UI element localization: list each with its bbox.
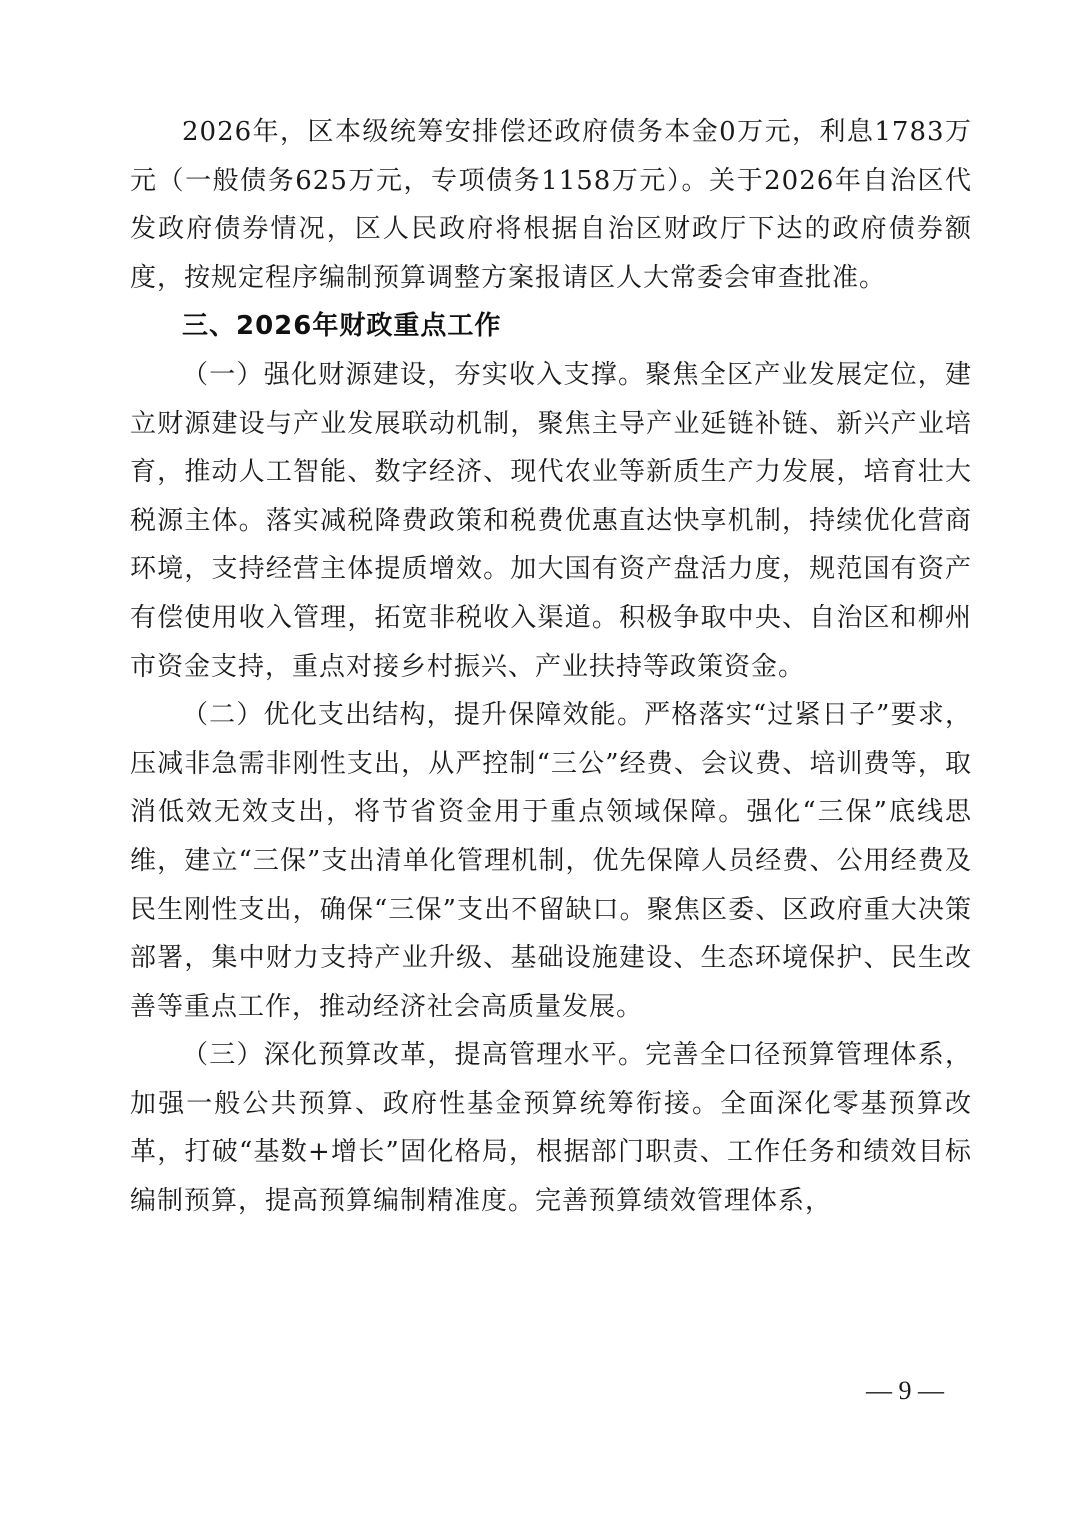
paragraph-budget-reform: （三）深化预算改革，提高管理水平。完善全口径预算管理体系，加强一般公共预算、政府性基金预算统筹衔接。全面深化零基预算改革，打破“基数+增长”固化格局，根据部门职责、工作任务和绩效目标编制预算，提高预算编制精准度。完善预算绩效管理体系， xyxy=(130,1040,972,1217)
document-body xyxy=(130,108,972,1226)
page-number: — 9 — xyxy=(866,1376,944,1405)
paragraph-revenue-support: （一）强化财源建设，夯实收入支撑。聚焦全区产业发展定位，建立财源建设与产业发展联动机制，聚焦主导产业延链补链、新兴产业培育，推动人工智能、数字经济、现代农业等新质生产力发展，培育壮大税源主体。落实减税降费政策和税费优惠直达快享机制，持续优化营商环境，支持经营主体提质增效。加大国有资产盘活力度，规范国有资产有偿使用收入管理，拓宽非税收入渠道。积极争取中央、自治区和柳州市资金支持，重点对接乡村振兴、产业扶持等政策资金。 xyxy=(130,359,972,682)
paragraph-expenditure-structure: （二）优化支出结构，提升保障效能。严格落实“过紧日子”要求，压减非急需非刚性支出，从严控制“三公”经费、会议费、培训费等，取消低效无效支出，将节省资金用于重点领域保障。强化“三保”底线思维，建立“三保”支出清单化管理机制，优先保障人员经费、公用经费及民生刚性支出，确保“三保”支出不留缺口。聚焦区委、区政府重大决策部署，集中财力支持产业升级、基础设施建设、生态环境保护、民生改善等重点工作，推动经济社会高质量发展。 xyxy=(130,700,972,1022)
paragraph-debt-repayment: 2026年，区本级统筹安排偿还政府债务本金0万元，利息1783万元（一般债务625万元，专项债务1158万元）。关于2026年自治区代发政府债券情况，区人民政府将根据自治区财政厅下达的政府债券额度，按规定程序编制预算调整方案报请区人大常委会审查批准。 xyxy=(130,117,972,293)
section-heading-key-work: 三、2026年财政重点工作 xyxy=(182,311,502,342)
